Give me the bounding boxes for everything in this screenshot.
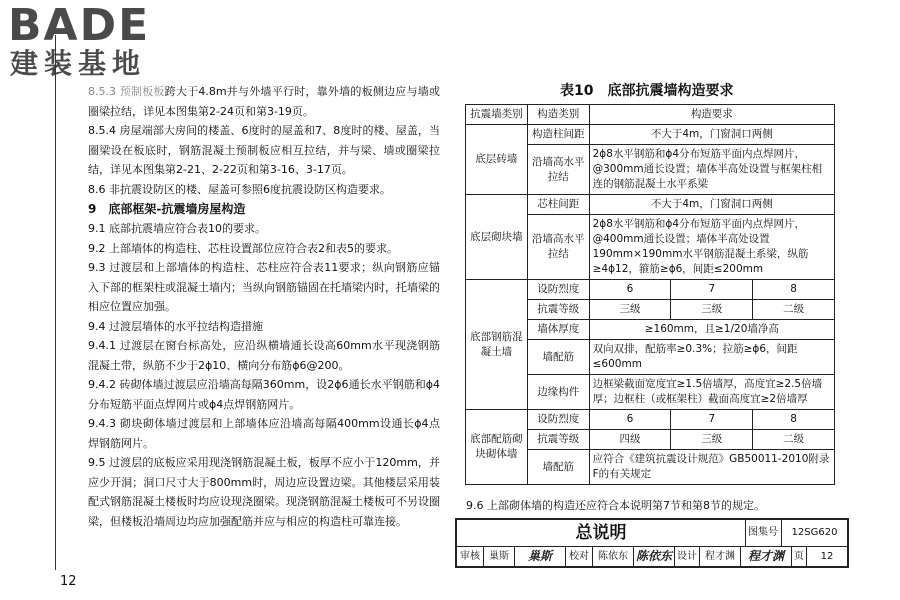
rm-intensity-7: 7 [671, 410, 753, 430]
rm-intensity-label: 设防烈度 [527, 410, 589, 430]
para-9-2: 9.2 上部墙体的构造柱、芯柱设置部位应符合表2和表5的要求。 [88, 241, 398, 255]
rc-grade-label: 抗震等级 [527, 300, 589, 320]
rc-intensity-6: 6 [589, 280, 671, 300]
rc-edge-label: 边缘构件 [527, 375, 589, 410]
para-8-5-3 [88, 82, 440, 121]
para-9-3: 9.3 过渡层和上部墙体的构造柱、芯柱应符合表11要求；纵向钢筋应锚入下部的框架柱或混凝土墙内；当纵向钢筋锚固在托墙梁内时，托墙梁的相应位置应加强。 [88, 261, 440, 313]
para-9-4-3: 9.4.3 砌块砌体墙过渡层和上部墙体应沿墙高每隔400mm设通长ϕ4点焊钢筋网片。 [88, 417, 440, 450]
review-signature: 巢斯 [515, 547, 566, 566]
rc-rebar-label: 墙配筋 [527, 340, 589, 375]
header-wall-type: 抗震墙类别 [466, 105, 528, 125]
logo-wordmark: BADE [8, 0, 151, 51]
header-construct-type: 构造类别 [527, 105, 589, 125]
header-requirements: 构造要求 [589, 105, 834, 125]
title-block [455, 518, 849, 568]
rc-intensity-label: 设防烈度 [527, 280, 589, 300]
brick-col-spacing-label: 构造柱间距 [527, 125, 589, 145]
block-col-spacing-label: 芯柱间距 [527, 195, 589, 215]
brick-wall-category: 底层砖墙 [466, 125, 528, 195]
review-label: 审核 [457, 547, 484, 566]
para-9-5: 9.5 过渡层的底板应采用现浇钢筋混凝土板，板厚不应小于120mm，并应少开洞；洞口尺寸大于800mm时，周边应设置边梁。其他楼层采用装配式钢筋混凝土楼板时均应设现浇圈梁。现浇钢筋混凝土楼板可不另设圈梁，但楼板沿墙周边均应加强配筋并应与相应的构造柱可靠连接。 [88, 456, 440, 528]
para-8-5-3-text: 跨大于4.8m并与外墙平行时，靠外墙的板侧边应与墙或圈梁拉结，详见本图集第2-24页和第3-19页。 [88, 85, 440, 118]
rc-grade-6: 三级 [589, 300, 671, 320]
brick-col-spacing-value: 不大于4m，门窗洞口两侧 [589, 125, 834, 145]
drawing-title: 总说明 [457, 520, 746, 547]
block-tie-value: 2ϕ8水平钢筋和ϕ4分布短筋平面内点焊网片，@400mm通长设置；墙体半高处设置190mm×190mm水平钢筋混凝土系梁，纵筋≥4ϕ12，箍筋≥ϕ6，间距≤200mm [589, 215, 834, 280]
table-title: 表10 底部抗震墙构造要求 [560, 83, 734, 99]
block-tie-label: 沿墙高水平拉结 [527, 215, 589, 280]
check-signature: 陈依东 [634, 547, 675, 566]
block-wall-category: 底层砌块墙 [466, 195, 528, 280]
rm-grade-7: 三级 [671, 430, 753, 450]
rc-wall-category: 底部钢筋混凝土墙 [466, 280, 528, 410]
table-row [466, 125, 835, 145]
para-9-1: 9.1 底部抗震墙应符合表10的要求。 [88, 222, 266, 235]
seismic-wall-table [465, 104, 835, 485]
para-9-4: 9.4 过渡层墙体的水平拉结构造措施 [88, 319, 263, 333]
rc-thickness-label: 墙体厚度 [527, 320, 589, 340]
para-9-4-1: 9.4.1 过渡层在窗台标高处，应沿纵横墙通长设高60mm水平现浇钢筋混凝土带，纵筋不少于2ϕ10、横向分布筋ϕ6@200。 [88, 339, 440, 372]
atlas-number-value: 12SG620 [782, 520, 847, 547]
block-col-spacing-value: 不大于4m，门窗洞口两侧 [589, 195, 834, 215]
table-header-row [466, 105, 835, 125]
table-row [466, 195, 835, 215]
rm-grade-8: 二级 [753, 430, 835, 450]
left-text-column [88, 82, 440, 531]
logo-subtitle: 建装基地 [10, 47, 147, 80]
rc-intensity-7: 7 [671, 280, 753, 300]
design-name: 程才渊 [700, 547, 741, 566]
para-8-6: 8.6 非抗震设防区的楼、屋盖可参照6度抗震设防区构造要求。 [88, 182, 391, 196]
review-name: 巢斯 [484, 547, 515, 566]
table-row [466, 410, 835, 430]
rc-intensity-8: 8 [753, 280, 835, 300]
rm-rebar-value: 应符合《建筑抗震设计规范》GB50011-2010附录F的有关规定 [589, 450, 834, 485]
check-name: 陈依东 [593, 547, 634, 566]
approval-row [457, 547, 847, 566]
atlas-number-label: 图集号 [745, 520, 782, 547]
rm-intensity-6: 6 [589, 410, 671, 430]
para-9-4-2: 9.4.2 砖砌体墙过渡层应沿墙高每隔360mm，设2ϕ6通长水平钢筋和ϕ4分布短筋平面点焊网片或ϕ4点焊钢筋网片。 [88, 378, 440, 411]
rc-edge-value: 边框梁截面宽度宜≥1.5倍墙厚，高度宜≥2.5倍墙厚；边框柱（或框架柱）截面高度宜≥2倍墙厚 [589, 375, 834, 410]
brick-tie-label: 沿墙高水平拉结 [527, 145, 589, 195]
para-8-5-4: 8.5.4 房屋端部大房间的楼盖、6度时的屋盖和7、8度时的楼、屋盖，当圈梁设在板底时，钢筋混凝土预制板应相互拉结，并与梁、墙或圈梁拉结，详见本图集第2-21、2-22页和第3-16、3-17页。 [88, 124, 440, 176]
design-label: 设计 [675, 547, 700, 566]
rc-grade-7: 三级 [671, 300, 753, 320]
page-label: 页 [792, 547, 807, 566]
para-8-5-3-faded: 预制板板 [119, 85, 165, 98]
rc-rebar-value: 双向双排，配筋率≥0.3%；拉筋≥ϕ6，间距≤600mm [589, 340, 834, 375]
design-signature: 程才渊 [741, 547, 792, 566]
brick-tie-value: 2ϕ8水平钢筋和ϕ4分布短筋平面内点焊网片，@300mm通长设置；墙体半高处设置与框架柱相连的钢筋混凝土水平系梁 [589, 145, 834, 195]
note-9-6: 9.6 上部砌体墙的构造还应符合本说明第7节和第8节的规定。 [466, 499, 765, 512]
rm-rebar-label: 墙配筋 [527, 450, 589, 485]
rm-grade-label: 抗震等级 [527, 430, 589, 450]
para-8-5-3-number: 8.5.3 [88, 85, 116, 98]
rm-wall-category: 底部配筋砌块砌体墙 [466, 410, 528, 485]
rc-thickness-value: ≥160mm，且≥1/20墙净高 [589, 320, 834, 340]
rc-grade-8: 二级 [753, 300, 835, 320]
check-label: 校对 [566, 547, 593, 566]
table-row [466, 280, 835, 300]
rm-grade-6: 四级 [589, 430, 671, 450]
rm-intensity-8: 8 [753, 410, 835, 430]
page-value: 12 [820, 551, 834, 562]
page-number: 12 [60, 574, 77, 589]
section-9-heading: 9 底部框架-抗震墙房屋构造 [88, 202, 246, 216]
